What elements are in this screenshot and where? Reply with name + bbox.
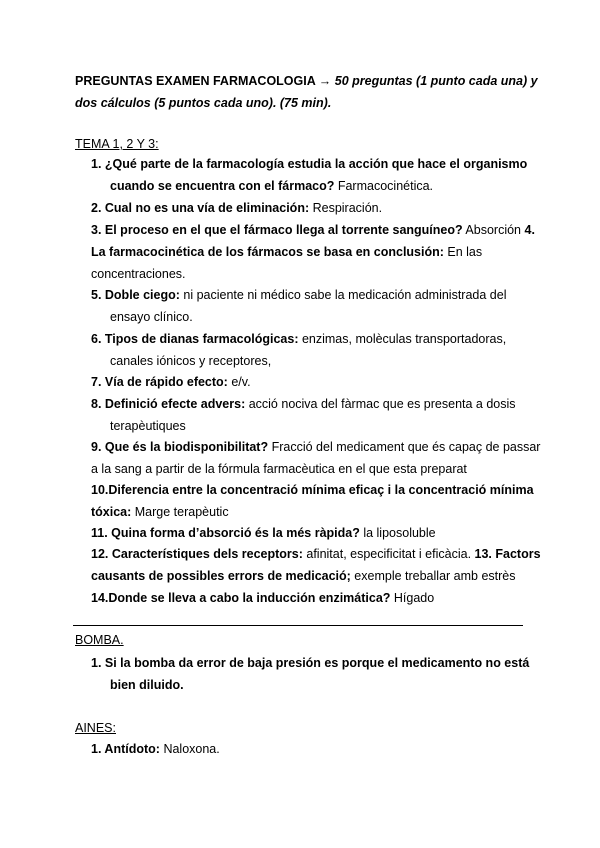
question-text: 14.Donde se lleva a cabo la inducción enzimática?: [91, 591, 391, 605]
question-text: 7. Vía de rápido efecto:: [91, 375, 228, 389]
section-title-bomba: BOMBA.: [75, 633, 124, 647]
question-7: [91, 372, 251, 394]
header-subtitle-2: dos cálculos (5 puntos cada uno). (75 min).: [75, 96, 332, 110]
answer-text: Farmacocinética.: [334, 178, 434, 193]
question-text: La farmacocinética de los fármacos se basa en conclusión:: [91, 245, 444, 259]
section-title-tema: TEMA 1, 2 Y 3:: [75, 137, 159, 151]
answer-text: ni paciente ni médico sabe la medicación administrada del: [179, 288, 507, 302]
question-text: 1. Si la bomba da error de baja presión es porque el medicamento no está: [91, 656, 530, 670]
answer-text: enzimas, molèculas transportadoras,: [298, 332, 507, 346]
header-title: PREGUNTAS EXAMEN FARMACOLOGIA: [75, 74, 316, 88]
question-6: [91, 329, 506, 372]
question-11: [91, 523, 436, 545]
answer-text: Respiración.: [309, 201, 383, 215]
question-4: [91, 242, 482, 285]
answer-text-cont: concentraciones.: [91, 266, 186, 281]
question-13: [91, 566, 515, 588]
answer-text: acció nociva del fàrmac que es presenta a dosis: [245, 397, 516, 411]
answer-text: Hígado: [390, 591, 435, 605]
answer-text: exemple treballar amb estrès: [350, 569, 516, 583]
question-number: 4.: [521, 223, 535, 237]
answer-text: Marge terapèutic: [131, 504, 229, 519]
question-9: [91, 437, 540, 480]
aines-question-1: [91, 739, 220, 761]
answer-text-cont: canales iónicos y receptores,: [110, 353, 272, 368]
answer-text-cont: terapèutiques: [110, 418, 186, 433]
question-text-cont: cuando se encuentra con el fármaco?: [110, 178, 335, 193]
question-14: [91, 588, 434, 610]
bomba-question-1: [91, 653, 541, 696]
answer-text: En las: [443, 245, 483, 259]
question-3: [91, 220, 535, 242]
answer-text: e/v.: [227, 375, 251, 389]
question-text: 12. Característiques dels receptors:: [91, 547, 303, 561]
answer-text-cont: a la sang a partir de la fórmula farmacèutica en el que esta preparat: [91, 461, 467, 476]
question-text: 3. El proceso en el que el fármaco llega al torrente sanguíneo?: [91, 223, 463, 237]
divider: [73, 625, 523, 626]
question-text-cont: tóxica:: [91, 504, 132, 519]
question-1: [91, 154, 541, 197]
question-text: 5. Doble ciego:: [91, 288, 180, 302]
question-number: 13. Factors: [471, 547, 541, 561]
question-text: 6. Tipos de dianas farmacológicas:: [91, 332, 299, 346]
arrow-icon: →: [318, 74, 332, 88]
question-text: 8. Definició efecte advers:: [91, 397, 246, 411]
answer-text: Absorción: [462, 223, 522, 237]
question-8: [91, 394, 516, 437]
question-text-cont: bien diluido.: [110, 677, 184, 692]
question-2: [91, 198, 382, 220]
question-12: [91, 544, 541, 566]
question-text: 10.Diferencia entre la concentració mínima eficaç i la concentració mínima: [91, 483, 534, 497]
answer-text-cont: ensayo clínico.: [110, 309, 193, 324]
question-text: 9. Que és la biodisponibilitat?: [91, 440, 269, 454]
question-text: 1. ¿Qué parte de la farmacología estudia la acción que hace el organismo: [91, 157, 528, 171]
answer-text: afinitat, especificitat i eficàcia.: [302, 547, 472, 561]
question-text: 1. Antídoto:: [91, 742, 160, 756]
section-title-aines: AINES:: [75, 721, 116, 735]
answer-text: Fracció del medicament que és capaç de passar: [268, 440, 541, 454]
question-5: [91, 285, 506, 328]
question-text: 2. Cual no es una vía de eliminación:: [91, 201, 310, 215]
answer-text: la liposoluble: [359, 526, 436, 540]
question-text: causants de possibles errors de medicació;: [91, 569, 351, 583]
answer-text: Naloxona.: [159, 742, 220, 756]
question-10: [91, 480, 534, 523]
document-header: [75, 70, 545, 114]
header-subtitle-1: 50 preguntas (1 punto cada una) y: [334, 74, 538, 88]
question-text: 11. Quina forma d’absorció és la més ràpida?: [91, 526, 360, 540]
